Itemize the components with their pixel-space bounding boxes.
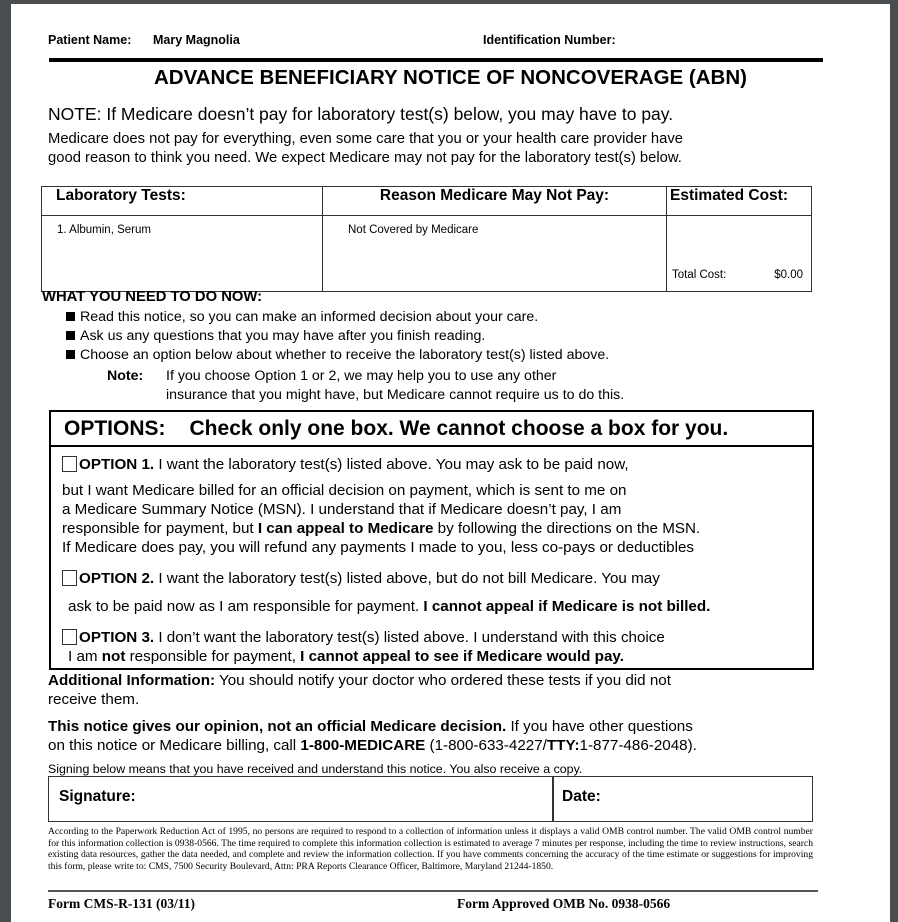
reason-text: Not Covered by Medicare — [348, 224, 479, 236]
footer-rule — [48, 890, 818, 892]
signature-divider — [552, 777, 554, 821]
square-bullet-icon — [66, 350, 75, 359]
signature-box — [48, 776, 813, 822]
patient-name-value[interactable]: Mary Magnolia — [153, 33, 240, 47]
laboratory-tests-table — [41, 186, 812, 292]
bullet-text: Read this notice, so you can make an informed decision about your care. — [80, 309, 539, 325]
intro-line-1: Medicare does not pay for everything, even some care that you or your health care provider have — [48, 131, 683, 147]
option-1-text: If Medicare does pay, you will refund any payments I made to you, less co-pays or deductibles — [62, 539, 695, 556]
cell-reason[interactable] — [323, 216, 667, 292]
bullet-item — [66, 328, 485, 344]
option-2-row — [62, 570, 660, 587]
note-label: Note: — [107, 368, 144, 384]
intro-line-2: good reason to think you need. We expect Medicare may not pay for the laboratory test(s) below. — [48, 150, 682, 166]
table-header-row — [42, 187, 812, 216]
opinion-line-1 — [48, 717, 693, 736]
options-heading-rule — [51, 445, 812, 447]
paperwork-reduction-notice: According to the Paperwork Reduction Act of 1995, no persons are required to respond to a collection of information unless it displays a valid OMB control number. The valid OMB control number for this information collection is 0938-0566. The time required to complete this information collection is estimated to average 7 minutes per response, including the time to review instructions, search existing data resources, gather the data needed, and complete and review the information collection. If you have comments concerning the accuracy of the time estimate or suggestions for improving this form, please write to: CMS, 7500 Security Boulevard, Attn: PRA Reports Clearance Officer, Baltimore, Maryland 21244-1850. — [48, 826, 813, 872]
option-2-text — [68, 598, 710, 615]
additional-info-line-2: receive them. — [48, 691, 140, 708]
option-3-label: OPTION 3. — [79, 629, 155, 646]
option-3-text-bold: I cannot appeal to see if Medicare would pay. — [300, 648, 624, 665]
option-2-text: I want the laboratory test(s) listed above, but do not bill Medicare. You may — [154, 570, 660, 587]
identification-number-label: Identification Number: — [483, 33, 616, 47]
option-1-text: a Medicare Summary Notice (MSN). I understand that if Medicare doesn’t pay, I am — [62, 501, 622, 518]
opinion-line-2 — [48, 736, 697, 755]
option-1-text — [62, 520, 700, 537]
additional-info-text: You should notify your doctor who ordered these tests if you did not — [215, 672, 671, 689]
square-bullet-icon — [66, 312, 75, 321]
omb-number: Form Approved OMB No. 0938-0566 — [457, 896, 671, 911]
total-cost-value: $0.00 — [774, 269, 803, 281]
what-to-do-title: WHAT YOU NEED TO DO NOW: — [42, 289, 263, 305]
option-2-label: OPTION 2. — [79, 570, 155, 587]
medicare-phone-number: (1-800-633-4227/ — [425, 737, 547, 754]
option-1-text-part: responsible for payment, but — [62, 520, 258, 537]
options-heading-text: Check only one box. We cannot choose a box for you. — [189, 417, 729, 440]
header-laboratory-tests: Laboratory Tests: — [42, 187, 323, 216]
option-3-text — [68, 648, 624, 665]
note-line-1: If you choose Option 1 or 2, we may help you to use any other — [166, 368, 557, 384]
signature-label: Signature: — [59, 788, 136, 805]
header-estimated-cost: Estimated Cost: — [667, 187, 812, 216]
header-reason: Reason Medicare May Not Pay: — [323, 187, 667, 216]
date-label: Date: — [562, 788, 601, 805]
additional-info-line-1 — [48, 671, 671, 690]
option-1-text: I want the laboratory test(s) listed above. You may ask to be paid now, — [154, 456, 629, 473]
tty-label: TTY: — [546, 737, 580, 754]
option-3-checkbox[interactable] — [62, 629, 77, 645]
opinion-text: on this notice or Medicare billing, call — [48, 737, 301, 754]
option-3-text-part: responsible for payment, — [125, 648, 301, 665]
option-3-row — [62, 629, 665, 646]
test-name: 1. Albumin, Serum — [57, 224, 151, 236]
page-title: ADVANCE BENEFICIARY NOTICE OF NONCOVERAGE (ABN) — [153, 66, 747, 89]
opinion-bold: This notice gives our opinion, not an official Medicare decision. — [48, 718, 507, 735]
option-2-text-part: ask to be paid now as I am responsible for payment. — [68, 598, 424, 615]
form-id: Form CMS-R-131 (03/11) — [48, 896, 195, 911]
table-row — [42, 216, 812, 292]
bullet-text: Ask us any questions that you may have after you finish reading. — [80, 328, 486, 344]
option-2-checkbox[interactable] — [62, 570, 77, 586]
opinion-text: If you have other questions — [506, 718, 693, 735]
options-heading-label: OPTIONS: — [64, 417, 166, 440]
options-box — [49, 410, 814, 670]
cell-cost[interactable] — [667, 216, 812, 292]
square-bullet-icon — [66, 331, 75, 340]
document-page — [11, 4, 890, 922]
patient-name-label: Patient Name: — [48, 33, 132, 47]
note-line: NOTE: If Medicare doesn’t pay for laboratory test(s) below, you may have to pay. — [48, 104, 674, 124]
bullet-text: Choose an option below about whether to receive the laboratory test(s) listed above. — [80, 347, 610, 363]
signing-note: Signing below means that you have received and understand this notice. You also receive a copy. — [48, 762, 583, 776]
option-3-text-part: I am — [68, 648, 102, 665]
option-1-checkbox[interactable] — [62, 456, 77, 472]
note-line-2: insurance that you might have, but Medicare cannot require us to do this. — [166, 387, 625, 403]
cell-test[interactable] — [42, 216, 323, 292]
option-3-text: I don’t want the laboratory test(s) listed above. I understand with this choice — [154, 629, 665, 646]
option-3-text-bold: not — [101, 648, 126, 665]
tty-number: 1-877-486-2048). — [579, 737, 697, 754]
option-1-row — [62, 456, 629, 473]
option-1-label: OPTION 1. — [79, 456, 155, 473]
identification-number-field[interactable] — [641, 33, 811, 49]
option-2-text-bold: I cannot appeal if Medicare is not billed. — [423, 598, 711, 615]
bullet-item — [66, 347, 609, 363]
header-rule — [49, 58, 823, 62]
option-1-text-bold: I can appeal to Medicare — [257, 520, 434, 537]
options-heading — [64, 417, 728, 441]
medicare-phone-name: 1-800-MEDICARE — [300, 737, 426, 754]
option-1-text: but I want Medicare billed for an official decision on payment, which is sent to me on — [62, 482, 627, 499]
bullet-item — [66, 309, 538, 325]
option-1-text-part: by following the directions on the MSN. — [433, 520, 701, 537]
total-cost-label: Total Cost: — [672, 269, 727, 281]
additional-info-label: Additional Information: — [48, 672, 216, 689]
